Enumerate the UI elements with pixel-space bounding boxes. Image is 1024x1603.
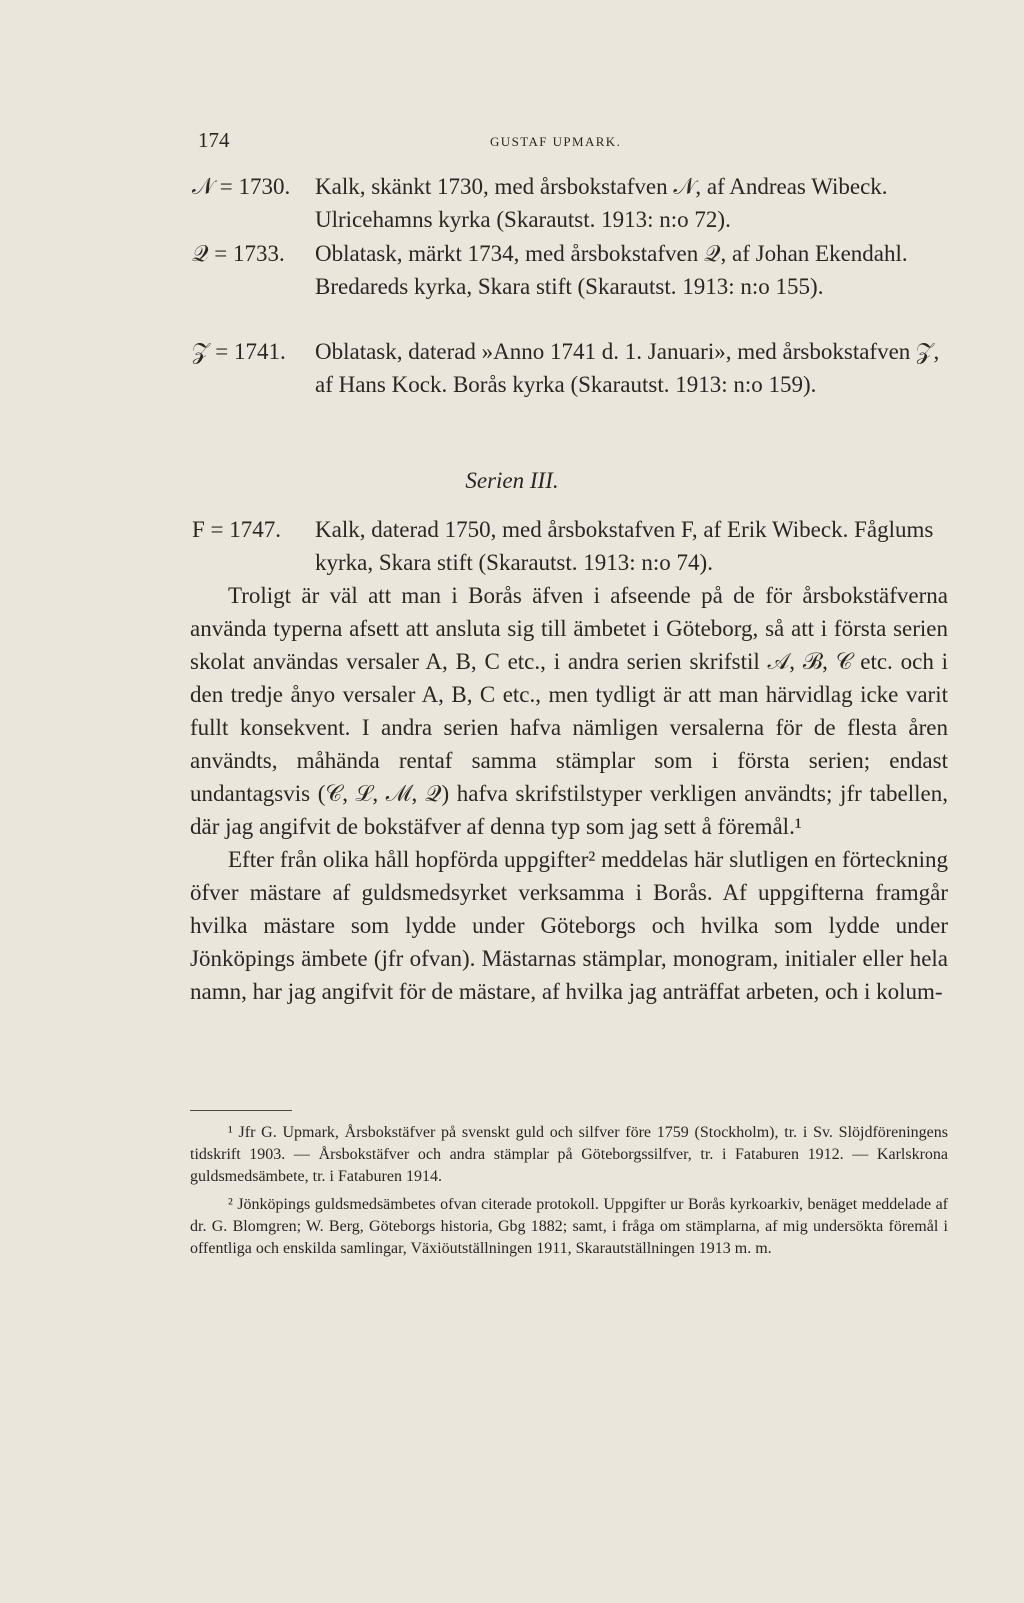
footnotes — [190, 1122, 948, 1266]
running-head: GUSTAF UPMARK. — [490, 134, 622, 149]
entry-text: Kalk, daterad 1750, med årsbokstafven F, af Erik Wibeck. Fåglums kyrka, Skara stift (Skarautst. 1913: n:o 74). — [315, 517, 934, 575]
page-number: 174 — [198, 128, 230, 152]
entry-text: Kalk, skänkt 1730, med årsbokstafven 𝒩, af Andreas Wibeck. Ulricehamns kyrka (Skarautst. 1913: n:o 72). — [315, 174, 888, 232]
entry-key: 𝒵 = 1741. — [192, 339, 286, 364]
entry-text: Oblatask, märkt 1734, med årsbokstafven 𝒬, af Johan Ekendahl. Bredareds kyrka, Skara stift (Skarautst. 1913: n:o 155). — [315, 241, 908, 299]
entry-1733 — [192, 237, 947, 303]
entry-1741 — [192, 335, 947, 401]
paragraph: Troligt är väl att man i Borås äfven i afseende på de för årsbokstäfverna använda typerna afsett att ansluta sig till ämbetet i Göteborg, så att i första serien skolat användas versaler A, B, C etc., i andra serien skrifstil 𝒜, ℬ, 𝒞 etc. och i den tredje ånyo versaler A, B, C etc., men tydligt är att man härvidlag icke varit fullt konsekvent. I andra serien hafva nämligen versalerna för de flesta åren användts, måhända rentaf samma stämplar som i första serien; endast undantagsvis (𝒞, ℒ, ℳ, 𝒬) hafva skrifstilstyper verkligen användts; jfr tabellen, där jag angifvit de bokstäfver af denna typ som jag sett å föremål.¹ — [190, 583, 948, 839]
entry-key: F = 1747. — [192, 517, 282, 542]
footnote-divider — [190, 1110, 292, 1111]
paragraph: Efter från olika håll hopförda uppgifter² meddelas här slutligen en förteckning öfver mästare af guldsmedsyrket verksamma i Borås. Af uppgifterna framgår hvilka mästare som lydde under Göteborgs och hvilka som lydde under Jönköpings ämbete (jfr ofvan). Mästarnas stämplar, monogram, initialer eller hela namn, har jag angifvit för de mästare, af hvilka jag anträffat arbeten, och i kolum- — [190, 847, 948, 1004]
page-header — [198, 128, 958, 158]
entry-text: Oblatask, daterad »Anno 1741 d. 1. Januari», med årsbokstafven 𝒵, af Hans Kock. Borås kyrka (Skarautst. 1913: n:o 159). — [315, 339, 940, 397]
entry-1747 — [192, 513, 947, 579]
entry-key: 𝒬 = 1733. — [192, 241, 285, 266]
section-heading: Serien III. — [465, 468, 559, 493]
footnote: ¹ Jfr G. Upmark, Årsbokstäfver på svenskt guld och silfver före 1759 (Stockholm), tr. i Sv. Slöjdföreningens tidskrift 1903. — Årsbokstäfver och andra stämplar på Göteborgssilfver, tr. i Fataburen 1912. — Karlskrona guldsmedsämbete, tr. i Fataburen 1914. — [190, 1124, 948, 1185]
entry-key: 𝒩 = 1730. — [192, 174, 291, 199]
footnote: ² Jönköpings guldsmedsämbetes ofvan citerade protokoll. Uppgifter ur Borås kyrkoarkiv, benäget meddelade af dr. G. Blomgren; W. Berg, Göteborgs historia, Gbg 1882; samt, i fråga om stämplarna, af mig undersökta föremål i offentliga och enskilda samlingar, Växiöutställningen 1911, Skarautställningen 1913 m. m. — [190, 1196, 948, 1257]
entry-1730 — [192, 170, 947, 236]
body-text — [190, 579, 948, 1008]
